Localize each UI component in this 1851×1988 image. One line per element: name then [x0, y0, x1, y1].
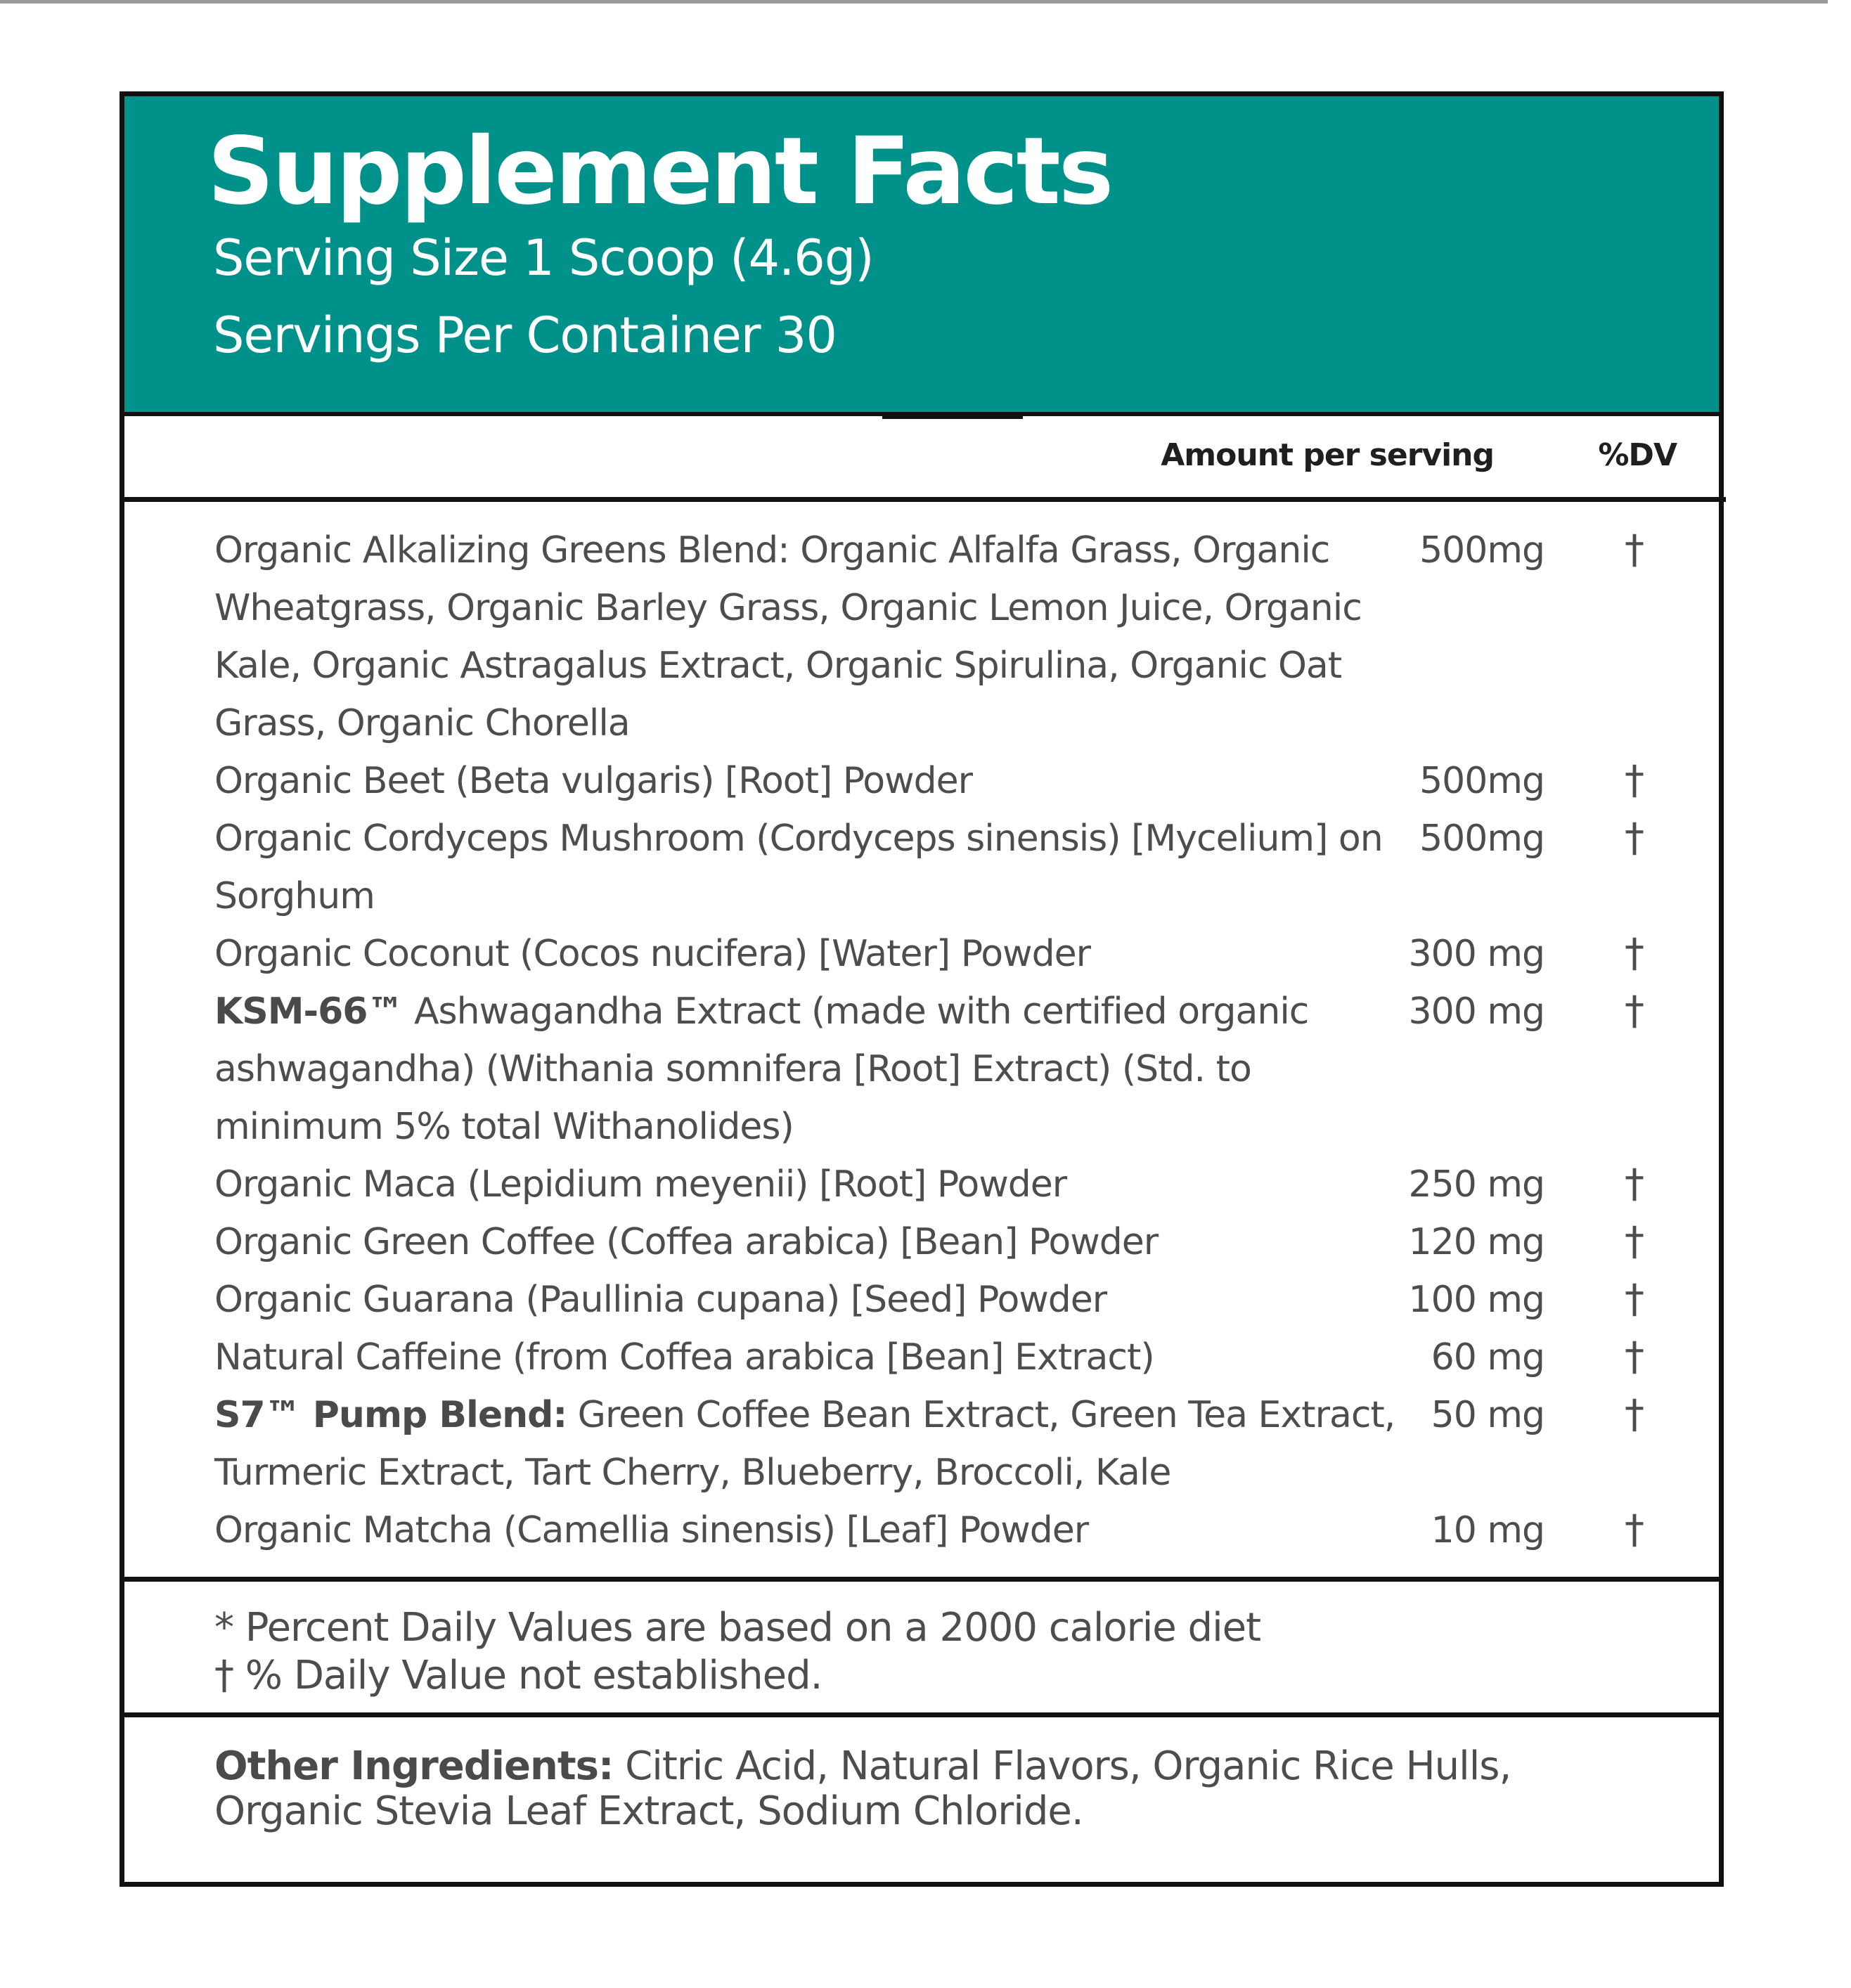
ingredient-amount: 100 mg	[1408, 1279, 1544, 1321]
other-ingredients-list: Citric Acid, Natural Flavors, Organic Rice Hulls, Organic Stevia Leaf Extract, Sodium Chloride.	[214, 1743, 1511, 1834]
footnote-daily-values: * Percent Daily Values are based on a 2000 calorie diet	[214, 1605, 1261, 1651]
ingredient-dv: †	[1625, 1334, 1644, 1380]
facts-header	[124, 96, 1719, 416]
ingredient-amount: 60 mg	[1431, 1336, 1544, 1379]
ingredient-description: Organic Alkalizing Greens Blend: Organic Alfalfa Grass, Organic Wheatgrass, Organic Barley Grass, Organic Lemon Juice, Organic Kale, Organic Astragalus Extract, Organic Spirulina, Organic Oat Grass, Organic Chorella	[214, 529, 1362, 744]
ingredient-amount: 120 mg	[1408, 1221, 1544, 1263]
ingredient-description: Organic Green Coffee (Coffea arabica) [Bean] Powder	[214, 1221, 1159, 1263]
ingredient-description: Organic Guarana (Paullinia cupana) [Seed] Powder	[214, 1279, 1107, 1321]
footnote-dv-not-established: † % Daily Value not established.	[214, 1653, 823, 1698]
column-header-row	[124, 416, 1726, 502]
column-header-dv: %DV	[1598, 437, 1677, 473]
ingredient-dv: †	[1625, 1161, 1644, 1207]
top-divider	[0, 0, 1828, 4]
other-ingredients-label: Other Ingredients:	[214, 1743, 614, 1789]
ingredient-description: Ashwagandha Extract (made with certified organic ashwagandha) (Withania somnifera [Root] Extract) (Std. to minimum 5% total Withanolides)	[214, 990, 1309, 1148]
ingredient-description: Natural Caffeine (from Coffea arabica [Bean] Extract)	[214, 1336, 1154, 1379]
ingredient-amount: 10 mg	[1431, 1509, 1544, 1551]
ingredient-amount: 50 mg	[1431, 1394, 1544, 1436]
ingredient-dv: †	[1625, 1507, 1644, 1553]
ingredient-amount: 500mg	[1419, 760, 1544, 802]
ingredient-description: Organic Matcha (Camellia sinensis) [Leaf] Powder	[214, 1509, 1089, 1551]
other-ingredients-section	[124, 1717, 1719, 1882]
ingredient-name	[214, 1271, 1417, 1329]
servings-per-container: Servings Per Container 30	[213, 306, 837, 364]
ingredient-description: Organic Maca (Lepidium meyenii) [Root] Powder	[214, 1163, 1067, 1206]
footnotes	[124, 1582, 1719, 1717]
ingredient-dv: †	[1625, 1392, 1644, 1438]
ingredient-name	[214, 925, 1417, 983]
ingredient-name	[214, 752, 1417, 810]
ingredient-list	[124, 502, 1719, 1582]
ingredient-name	[214, 1502, 1417, 1559]
ingredient-amount: 250 mg	[1408, 1163, 1544, 1206]
ingredient-dv: †	[1625, 1219, 1644, 1265]
ingredient-dv: †	[1625, 815, 1644, 861]
ingredient-name	[214, 1213, 1417, 1271]
ingredient-dv: †	[1625, 1277, 1644, 1322]
ingredient-name	[214, 1386, 1417, 1502]
ingredient-description: Green Coffee Bean Extract, Green Tea Extract, Turmeric Extract, Tart Cherry, Blueberry, Broccoli, Kale	[214, 1394, 1395, 1494]
ingredient-name	[214, 1329, 1417, 1386]
ingredient-amount: 300 mg	[1408, 990, 1544, 1033]
column-header-amount: Amount per serving	[1161, 437, 1494, 473]
ingredient-description: Organic Cordyceps Mushroom (Cordyceps sinensis) [Mycelium] on Sorghum	[214, 818, 1383, 917]
ingredient-amount: 500mg	[1419, 529, 1544, 572]
serving-size: Serving Size 1 Scoop (4.6g)	[213, 229, 874, 287]
ingredient-brand: KSM-66™	[214, 990, 404, 1033]
ingredient-name	[214, 810, 1417, 925]
ingredient-dv: †	[1625, 931, 1644, 976]
ingredient-amount: 500mg	[1419, 818, 1544, 860]
ingredient-name	[214, 1156, 1417, 1213]
ingredient-dv: †	[1625, 758, 1644, 803]
ingredient-brand: S7™ Pump Blend:	[214, 1394, 567, 1436]
ingredient-dv: †	[1625, 527, 1644, 573]
ingredient-amount: 300 mg	[1408, 933, 1544, 975]
panel-title: Supplement Facts	[207, 117, 1112, 226]
ingredient-description: Organic Coconut (Cocos nucifera) [Water] Powder	[214, 933, 1090, 975]
ingredient-name	[214, 522, 1417, 752]
other-ingredients	[214, 1744, 1550, 1834]
ingredient-dv: †	[1625, 988, 1644, 1034]
ingredient-name	[214, 983, 1417, 1156]
ingredient-description: Organic Beet (Beta vulgaris) [Root] Powder	[214, 760, 973, 802]
supplement-facts-panel	[120, 91, 1724, 1887]
